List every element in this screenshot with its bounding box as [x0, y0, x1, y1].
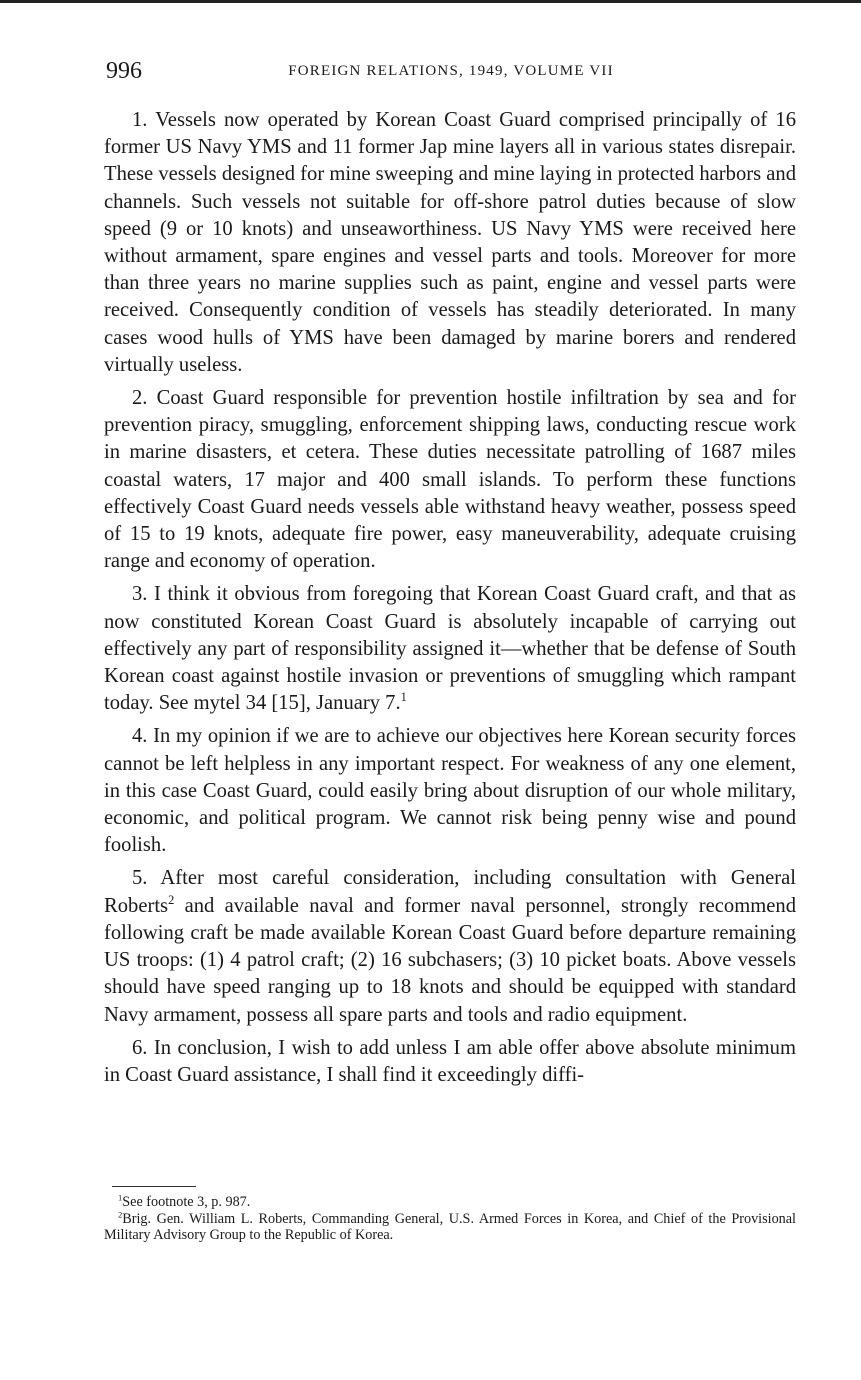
footnote-2-text: Brig. Gen. William L. Roberts, Commanding General, U.S. Armed Forces in Korea, and Chief of the Provisional Military Advisory Group to the Republic of Korea.: [104, 1211, 796, 1243]
paragraph-2: 2. Coast Guard responsible for prevention hostile infiltration by sea and for prevention piracy, smuggling, enforcement shipping laws, conducting rescue work in marine disasters, et cetera. These duties necessitate patrolling of 1687 miles coastal waters, 17 major and 400 small islands. To perform these functions effectively Coast Guard needs vessels able withstand heavy weather, possess speed of 15 to 19 knots, adequate fire power, easy maneuverability, adequate cruising range and economy of operation.: [104, 387, 796, 573]
page-header: [106, 58, 796, 92]
footnote-ref-1[interactable]: 1: [400, 690, 407, 705]
paragraph-3: [104, 581, 796, 717]
running-title: FOREIGN RELATIONS, 1949, VOLUME VII: [288, 63, 614, 79]
body-text: [104, 107, 796, 1089]
paragraph-5: [104, 865, 796, 1028]
paragraph-4: 4. In my opinion if we are to achieve our objectives here Korean security forces cannot be left helpless in any important respect. For weakness of any one element, in this case Coast Guard, could easily bring about disruption of our whole military, economic, and political program. We cannot risk being penny wise and pound foolish.: [104, 725, 796, 857]
paragraph-6: 6. In conclusion, I wish to add unless I am able offer above absolute minimum in Coast Guard assistance, I shall find it exceedingly diffi-: [104, 1036, 796, 1086]
page-number: 996: [106, 58, 142, 84]
footnote-rule: [112, 1186, 196, 1187]
footnotes: [104, 1194, 796, 1244]
footnote-1-text: See footnote 3, p. 987.: [122, 1194, 251, 1210]
footnote-marker-2: 2: [118, 1209, 123, 1220]
footnote-2: [104, 1211, 796, 1243]
paragraph-3-text: 3. I think it obvious from foregoing that Korean Coast Guard craft, and that as now constituted Korean Coast Guard is absolutely incapable of carrying out effectively any part of responsibility assigned it—whether that be defense of South Korean coast against hostile invasion or preventions of smuggling which rampant today. See mytel 34 [15], January 7.: [104, 583, 796, 715]
footnote-marker-1: 1: [118, 1192, 123, 1203]
footnote-ref-2[interactable]: 2: [168, 892, 175, 907]
paragraph-5-rest: and available naval and former naval personnel, strongly recommend following craft be made available Korean Coast Guard before departure remaining US troops: (1) 4 patrol craft; (2) 16 subchasers; (3) 10 picket boats. Above vessels should have speed ranging up to 18 knots and should be equipped with standard Navy armament, possess all spare parts and tools and radio equipment.: [104, 894, 796, 1026]
paragraph-1: 1. Vessels now operated by Korean Coast Guard comprised principally of 16 former US Navy YMS and 11 former Jap mine layers all in various states disrepair. These vessels designed for mine sweeping and mine laying in protected harbors and channels. Such vessels not suitable for off-shore patrol duties because of slow speed (9 or 10 knots) and unseaworthiness. US Navy YMS were received here without armament, spare engines and vessel parts and tools. Moreover for more than three years no marine supplies such as paint, engine and vessel parts were received. Consequently condition of vessels has steadily deteriorated. In many cases wood hulls of YMS have been damaged by marine borers and rendered virtually useless.: [104, 109, 796, 376]
paragraph-5-start: 5. After most careful consideration, including consultation with General Roberts: [104, 867, 796, 917]
page-top-edge: [0, 0, 861, 3]
footnote-1: [104, 1194, 796, 1210]
